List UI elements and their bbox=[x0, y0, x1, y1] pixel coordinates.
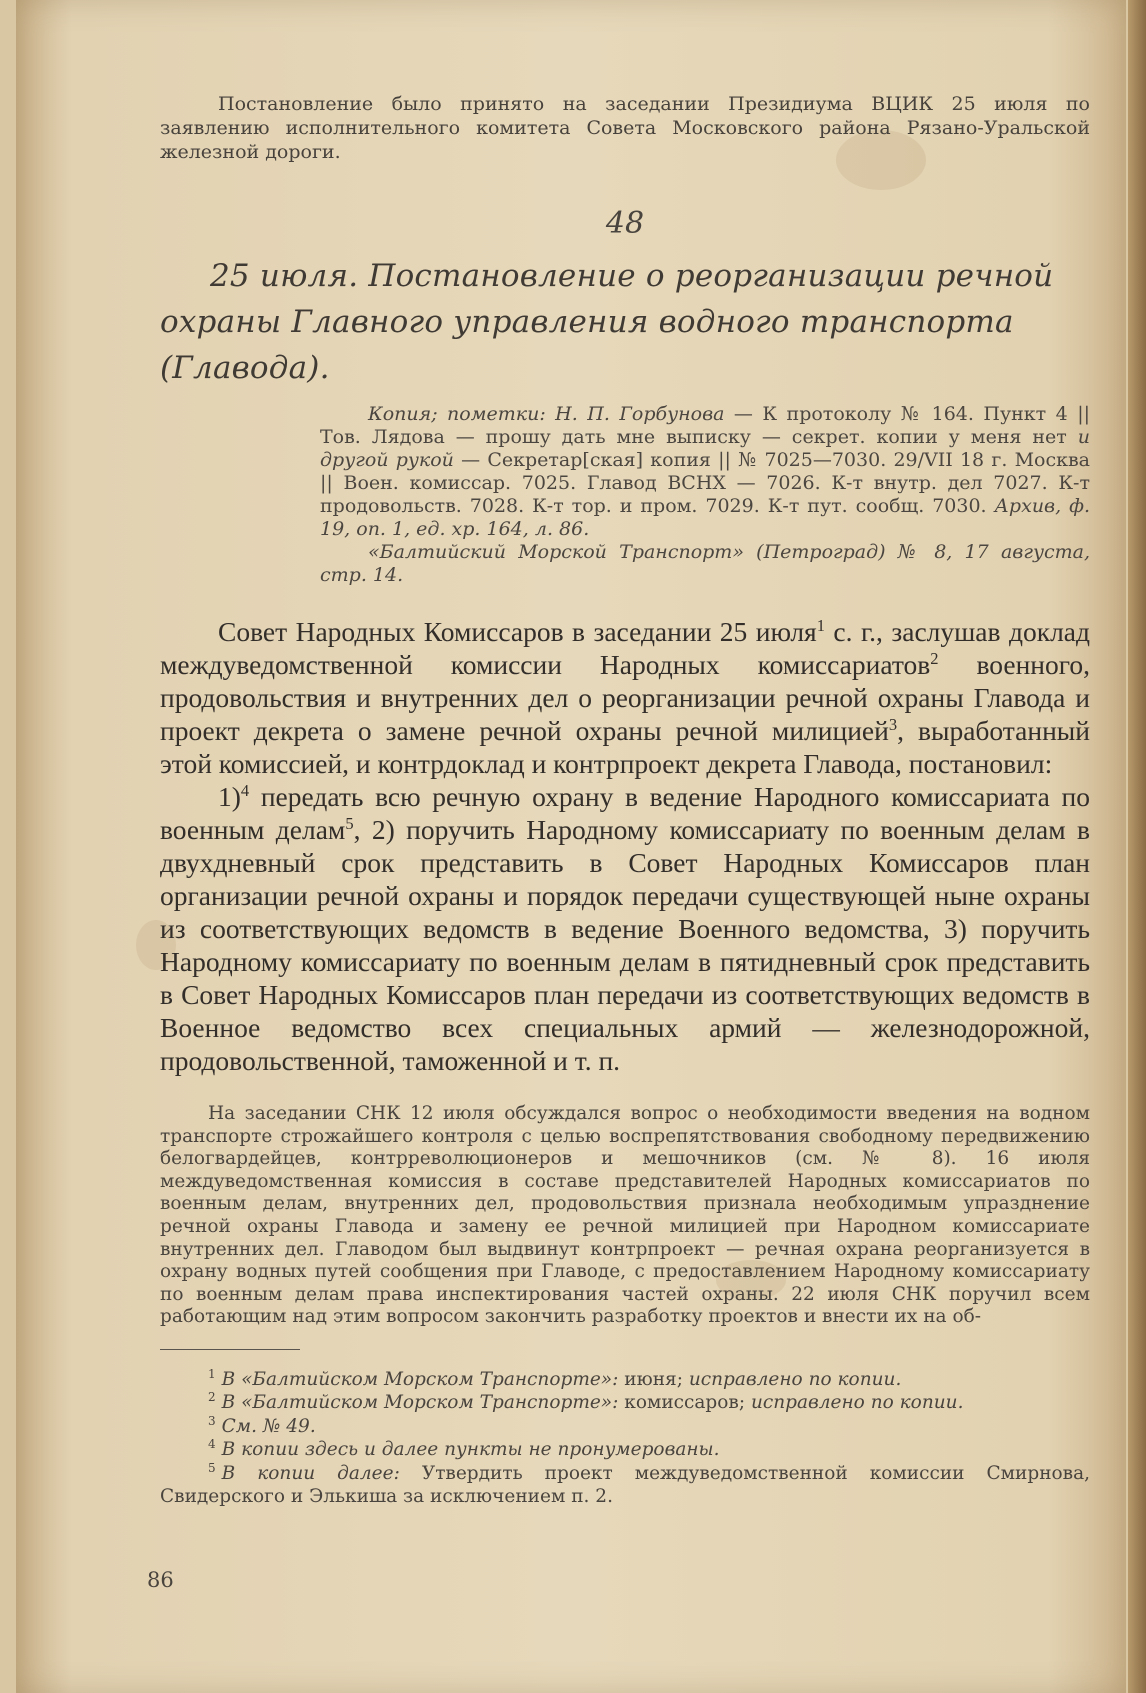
archival-copy-marks: Копия; пометки: Н. П. Горбунова bbox=[368, 403, 725, 425]
intro-paragraph: Постановление было принято на заседании Президиума ВЦИК 25 июля по заявлению исполнительного комитета Совета Московского района Рязано-Уральской железной дороги. bbox=[160, 93, 1090, 163]
footnote-ref: 5 bbox=[345, 813, 354, 833]
footnote-ref: 3 bbox=[888, 714, 898, 734]
footnote-item: $^4$ В копии здесь и далее пункты не пронумерованы. bbox=[208, 1437, 720, 1461]
body-paragraph: Совет Народных Комиссаров в заседании 25 июля$^1$ с. г., заслушав доклад междуведомственной комиссии Народных комиссариатов$^2$ военного, продовольствия и внутренних дел о реорганизации речной охраны Главода и проект декрета о замене речной охраны речной милицией$^3$, выработанный этой комиссией, и контрдоклад и контрпроект декрета Главода, постановил: bbox=[160, 615, 1090, 779]
archival-reference bbox=[320, 403, 1090, 587]
footnote-number: 2 bbox=[208, 1390, 216, 1405]
footnote-item: $^2$ В «Балтийском Морском Транспорте»: комиссаров; исправлено по копии. bbox=[208, 1390, 964, 1414]
footnote-ref: 1 bbox=[816, 615, 825, 635]
footnote-item: $^5$ В копии далее: Утвердить проект междуведомственной комиссии Смирнова, Свидерского и Элькиша за исключением п. 2. bbox=[160, 1460, 1091, 1508]
document-title: 25 июля. Постановление о реорганизации речной охраны Главного управления водного транспорта (Главода). bbox=[160, 258, 1054, 386]
footnote-number: 5 bbox=[208, 1460, 216, 1475]
publication-citation: «Балтийский Морской Транспорт» (Петроград) № 8, 17 августа, стр. 14. bbox=[320, 541, 1090, 586]
footnote-ref: 2 bbox=[930, 648, 939, 668]
body-paragraph: 1)$^4$ передать всю речную охрану в ведение Народного комиссариата по военным делам$^5$, 2) поручить Народному комиссариату по военным делам в двухдневный срок представить в Совет Народных Комиссаров план организации речной охраны и порядок передачи существующей ныне охраны из соответствующих ведомств в ведение Военного ведомства, 3) поручить Народному комиссариату по военным делам в пятидневный срок представить в Совет Народных Комиссаров план передачи из соответствующих ведомств в Военное ведомство всех специальных армий — железнодорожной, продовольственной, таможенной и т. п. bbox=[160, 780, 1090, 1076]
footnote-item: $^1$ В «Балтийском Морском Транспорте»: июня; исправлено по копии. bbox=[208, 1366, 902, 1390]
page-number: 86 bbox=[147, 1568, 174, 1592]
archival-other-hand: и другой рукой bbox=[320, 426, 1090, 471]
footnote-number: 1 bbox=[208, 1366, 216, 1381]
footnotes bbox=[160, 1368, 1090, 1509]
editorial-note: На заседании СНК 12 июля обсуждался вопрос о необходимости введения на водном транспорте строжайшего контроля с целью воспрепятствования свободному передвижению белогвардейцев, контрреволюционеров и мешочников (см. № 8). 16 июля междуведомственная комиссия в составе представителей Народных комиссариатов по военным делам, внутренних дел, продовольствия признала необходимым упразднение речной охраны Главода и замену ее речной милицией при Народном комиссариате внутренних дел. Главодом был выдвинут контрпроект — речная охрана реорганизуется в охрану водных путей сообщения при Главоде, с предоставлением Народному комиссариату по военным делам права инспектирования частей охраны. 22 июля СНК поручил всем работающим над этим вопросом закончить разработку проектов и внести их на об- bbox=[160, 1103, 1090, 1328]
footnote-divider bbox=[160, 1349, 300, 1350]
archival-text-continued: — Секретар[ская] копия || № 7025—7030. 29/VII 18 г. Москва || Воен. комиссар. 7025. Главод ВСНХ — 7026. К-т внутр. дел 7027. К-т продовольств. 7028. К-т тор. и пром. 7029. К-т пут. сообщ. 7030. bbox=[320, 449, 1090, 517]
page-edge bbox=[1128, 0, 1146, 1693]
main-text bbox=[160, 615, 1090, 1077]
footnote-number: 3 bbox=[208, 1413, 216, 1428]
page-content bbox=[160, 92, 1090, 1509]
footnote-number: 4 bbox=[208, 1437, 216, 1452]
footnote-ref: 4 bbox=[240, 780, 250, 800]
archival-source bbox=[320, 403, 1090, 541]
footnote-item: $^3$ См. № 49. bbox=[208, 1413, 316, 1437]
archive-citation: Архив, ф. 19, оп. 1, ед. хр. 164, л. 86. bbox=[320, 495, 1090, 540]
document-number: 48 bbox=[605, 206, 645, 241]
archival-text: — К протоколу № 164. Пункт 4 || Тов. Лядова — прошу дать мне выписку — секрет. копии у меня нет bbox=[320, 403, 1090, 448]
